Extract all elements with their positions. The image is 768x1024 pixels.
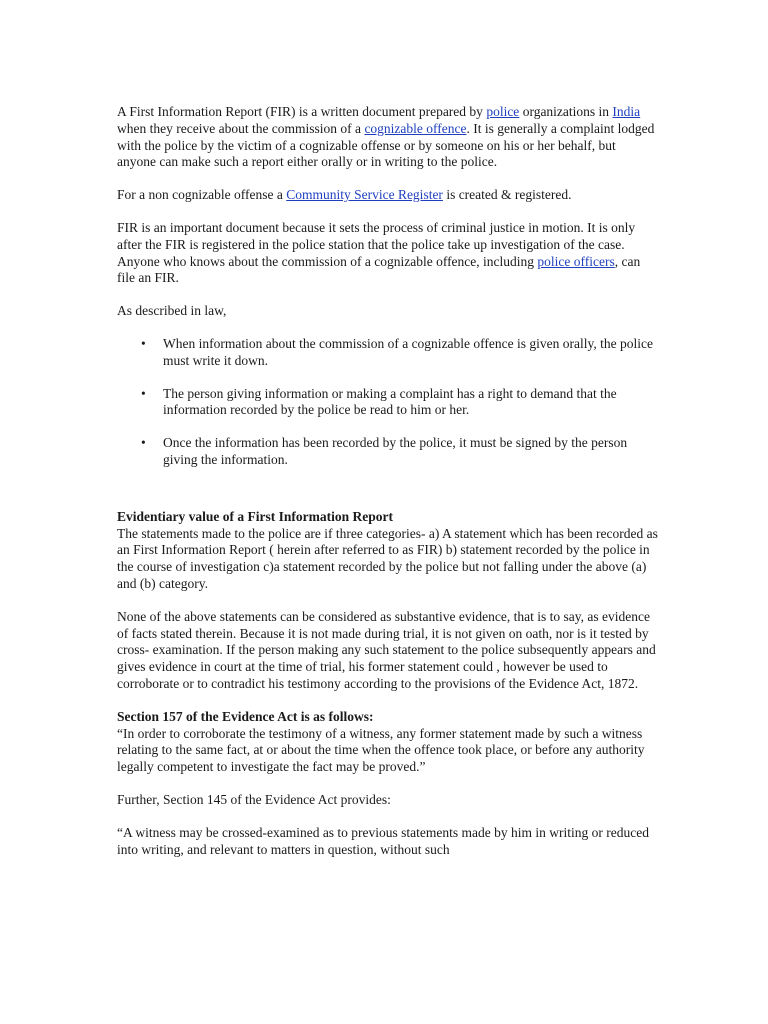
paragraph-fir-definition [117, 104, 658, 171]
text-segment: when they receive about the commission of a [117, 120, 365, 136]
list-item-text: The person giving information or making a complaint has a right to demand that the information recorded by the police be read to him or her. [163, 385, 617, 418]
spacer [117, 593, 658, 609]
spacer [117, 776, 658, 792]
bullet-list [117, 336, 658, 469]
link-india[interactable]: India [612, 104, 641, 119]
paragraph-non-cognizable [117, 187, 658, 204]
list-item [117, 435, 658, 469]
bullet-icon: • [141, 335, 146, 351]
list-item-text: Once the information has been recorded by the police, it must be signed by the person giving the information. [163, 435, 628, 467]
spacer [117, 809, 658, 825]
list-item-text: When information about the commission of a cognizable offence is given orally, the police must write it down. [163, 335, 653, 368]
list-item [117, 336, 658, 370]
paragraph-section-145-quote: “A witness may be crossed-examined as to previous statements made by him in writing or reduced into writing, and relevant to matters in question, without such [117, 824, 649, 857]
text-segment: FIR is an important document because it sets the process of criminal justice in motion. It is only after the FIR is registered in the police station that the police take up investigation of the case. Anyone who knows about the commission of a cognizable offence, including [117, 219, 636, 269]
text-segment: . It is generally a complaint lodged with the police by the victim of a cognizable offense or by someone on his or her behalf, but anyone can make such a report either orally or in writing to the police. [117, 120, 655, 170]
link-cognizable-offence[interactable]: cognizable offence [364, 120, 467, 136]
text-segment: A First Information Report (FIR) is a written document prepared by [117, 104, 487, 119]
link-community-service-register[interactable]: Community Service Register [286, 187, 443, 203]
list-item [117, 386, 658, 420]
paragraph-section-157-quote: “In order to corroborate the testimony of a witness, any former statement made by such a witness relating to the same fact, at or about the time when the offence took place, or before any authority legally competent to investigate the fact may be proved.” [117, 725, 645, 775]
spacer [117, 287, 658, 303]
paragraph-as-described: As described in law, [117, 303, 227, 319]
section-heading-section-157: Section 157 of the Evidence Act is as follows: [117, 708, 374, 724]
spacer [117, 171, 658, 187]
spacer [117, 469, 658, 509]
link-police[interactable]: police [486, 104, 520, 119]
paragraph-statement-categories: The statements made to the police are if three categories- a) A statement which has been recorded as an First Information Report ( herein after referred to as FIR) b) statement recorded by the police in the course of investigation c)a statement recorded by the police but not falling under the above (a) and (b) category. [117, 525, 658, 591]
text-segment: , can file an FIR. [117, 253, 641, 286]
bullet-icon: • [141, 435, 146, 451]
bullet-icon: • [141, 385, 146, 401]
text-segment: organizations in [519, 104, 613, 119]
paragraph-section-145-intro: Further, Section 145 of the Evidence Act provides: [117, 791, 391, 807]
text-segment: For a non cognizable offense a [117, 187, 287, 203]
spacer [117, 693, 658, 709]
text-segment: is created & registered. [442, 187, 572, 203]
link-police-officers[interactable]: police officers [537, 253, 615, 269]
spacer [117, 204, 658, 220]
paragraph-substantive-evidence: None of the above statements can be considered as substantive evidence, that is to say, as evidence of facts stated therein. Because it is not made during trial, it is not given on oath, nor is it tested by cross- examination. If the person making any such statement to the police subsequently appears and gives evidence in court at the time of trial, his former statement could , however be used to corroborate or to contradict his testimony according to the provisions of the Evidence Act, 1872. [117, 608, 656, 691]
paragraph-fir-importance [117, 220, 658, 287]
spacer [117, 320, 658, 336]
section-heading-evidentiary-value: Evidentiary value of a First Information Report [117, 508, 393, 524]
